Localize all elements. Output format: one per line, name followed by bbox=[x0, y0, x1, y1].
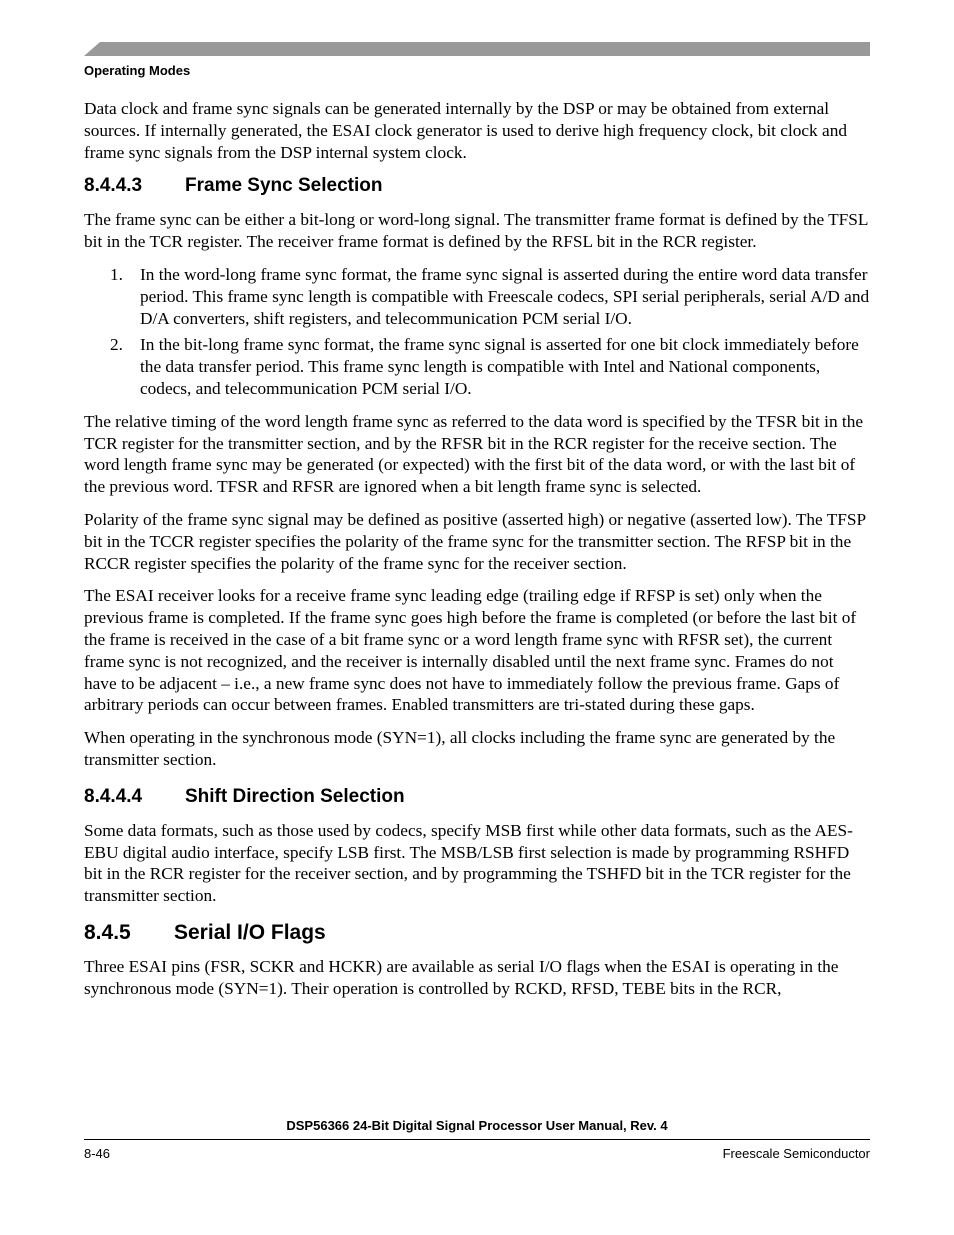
footer-divider bbox=[84, 1139, 870, 1140]
list-item-text: In the bit-long frame sync format, the frame sync signal is asserted for one bit clock immediately before the data transfer period. This frame sync length is compatible with Intel and National components, codecs, and telecommunication PCM serial I/O. bbox=[140, 335, 859, 398]
section-heading-frame-sync bbox=[84, 174, 870, 198]
header-bar bbox=[84, 42, 870, 56]
footer-document-title: DSP56366 24-Bit Digital Signal Processor User Manual, Rev. 4 bbox=[286, 1118, 668, 1133]
footer-company: Freescale Semiconductor bbox=[722, 1146, 870, 1161]
paragraph: Three ESAI pins (FSR, SCKR and HCKR) are available as serial I/O flags when the ESAI is operating in the synchronous mode (SYN=1). Their operation is controlled by RCKD, RFSD, TEBE bits in the RCR, bbox=[84, 956, 839, 998]
page-body bbox=[84, 98, 870, 1011]
section-title: Frame Sync Selection bbox=[185, 175, 383, 197]
section-number: 8.4.5 bbox=[84, 920, 131, 944]
paragraph: The frame sync can be either a bit-long or word-long signal. The transmitter frame format is defined by the TFSL bit in the TCR register. The receiver frame format is defined by the RFSL bit in the RCR register. bbox=[84, 210, 868, 252]
section-heading-serial-io-flags bbox=[84, 921, 870, 945]
section-number: 8.4.4.3 bbox=[84, 175, 143, 197]
section-title: Serial I/O Flags bbox=[174, 920, 326, 944]
list-item-number: 1. bbox=[110, 264, 123, 284]
section-title: Shift Direction Selection bbox=[185, 785, 405, 807]
footer-page-number: 8-46 bbox=[84, 1146, 111, 1161]
paragraph: When operating in the synchronous mode (SYN=1), all clocks including the frame sync are generated by the transmitter section. bbox=[84, 728, 836, 769]
list-item bbox=[84, 334, 870, 399]
paragraph: Polarity of the frame sync signal may be defined as positive (asserted high) or negative (asserted low). The TFSP bit in the TCCR register specifies the polarity of the frame sync for the transmitter section. The RFSP bit in the RCCR register specifies the polarity of the frame sync for the receiver section. bbox=[84, 509, 866, 573]
paragraph: Some data formats, such as those used by codecs, specify MSB first while other data formats, such as the AES-EBU digital audio interface, specify LSB first. The MSB/LSB first selection is made by programming RSHFD bit in the RCR register for the receiver section, and by programming the TSHFD bit in the TCR register for the transmitter section. bbox=[84, 820, 853, 906]
list-item-number: 2. bbox=[110, 335, 123, 355]
paragraph: The ESAI receiver looks for a receive frame sync leading edge (trailing edge if RFSP is set) only when the previous frame is completed. If the frame sync goes high before the frame is completed (or before the last bit of the frame is received in the case of a bit frame sync or a word length frame sync with RFSR set), the current frame sync is not recognized, and the receiver is internally disabled until the next frame sync. Frames do not have to be adjacent – i.e., a new frame sync does not have to immediately follow the previous frame. Gaps of arbitrary periods can occur between frames. Enabled transmitters are tri-stated during these gaps. bbox=[84, 586, 857, 715]
intro-paragraph: Data clock and frame sync signals can be generated internally by the DSP or may be obtained from external sources. If internally generated, the ESAI clock generator is used to derive high frequency clock, bit clock and frame sync signals from the DSP internal system clock. bbox=[84, 99, 847, 162]
section-heading-shift-direction bbox=[84, 785, 870, 809]
list-item bbox=[84, 264, 870, 329]
numbered-list bbox=[84, 264, 870, 400]
header-bar-shape bbox=[84, 42, 870, 56]
section-number: 8.4.4.4 bbox=[84, 785, 143, 807]
running-header-section: Operating Modes bbox=[84, 63, 191, 78]
list-item-text: In the word-long frame sync format, the frame sync signal is asserted during the entire word data transfer period. This frame sync length is compatible with Freescale codecs, SPI serial peripherals, serial A/D and D/A converters, shift registers, and telecommunication PCM serial I/O. bbox=[140, 264, 870, 328]
paragraph: The relative timing of the word length frame sync as referred to the data word is specified by the TFSR bit in the TCR register for the transmitter section, and by the RFSR bit in the RCR register for the receive section. The word length frame sync may be generated (or expected) with the first bit of the data word, or with the last bit of the previous word. TFSR and RFSR are ignored when a bit length frame sync is selected. bbox=[84, 411, 864, 497]
